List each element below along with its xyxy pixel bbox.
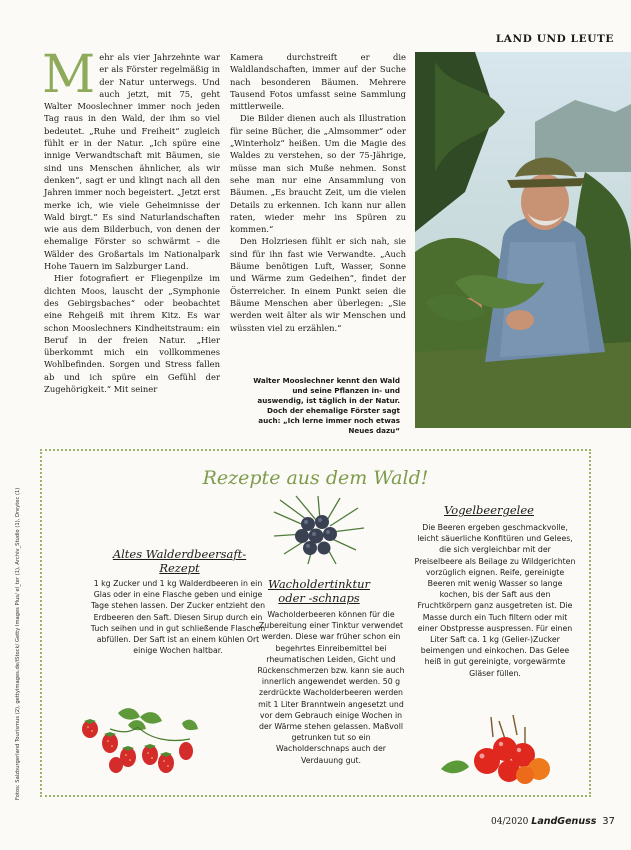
photo-caption: Walter Mooslechner kennt den Wald und seine Pflanzen in- und auswendig, ist täglich in der Natur. Doch der ehemalige Förster sagt auch: „Ich lerne immer noch etwas Neues dazu“ xyxy=(253,376,400,435)
article-column-1 xyxy=(42,45,220,395)
article-paragraph: Kamera durchstreift er die Waldlandschaften, immer auf der Suche nach besonderen Bäumen. Mehrere Tausend Fotos umfasst seine Sammlung mittlerweile. xyxy=(230,52,406,112)
article-paragraph: Den Holzriesen fühlt er sich nah, sie sind für ihn fast wie Verwandte. „Auch Bäume benötigen Luft, Wasser, Sonne und Wärme zum Gedeihen“, findet der Österreicher. In einem Punkt seien die Bäume Menschen aber überlegen: „Sie werden weit älter als wir Menschen und wüssten viel zu erzählen.“ xyxy=(230,236,406,333)
forester-photo xyxy=(415,52,631,428)
juniper-berries-illustration xyxy=(266,492,370,570)
recipe-box xyxy=(40,449,591,797)
article-paragraph: Hier fotografiert er Fliegenpilze im dichten Moos, lauscht der „Symphonie des Gebirgsbaches“ oder beobachtet eine Rehgeiß mit ihrem Kitz. Es war schon Mooslechners Kindheitstraum: ein Beruf in der freien Natur. „Hier überkommt mich ein vollkommenes Wohlbefinden. Sorgen und Stress fallen ab und ich spüre ein Gefühl der Zugehörigkeit.“ Mit seiner xyxy=(44,273,220,395)
article-column-2 xyxy=(230,51,406,334)
strawberries-illustration xyxy=(70,703,212,781)
article-paragraph: Die Bilder dienen auch als Illustration für seine Bücher, die „Almsommer“ oder „Winterholz“ heißen. Um die Magie des Waldes zu verstehen, so der 75-Jährige, müsse man sich Muße nehmen. Sonst sehe man nur eine Ansammlung von Bäumen. „Es braucht Zeit, um die vielen Details zu erkennen. Ich kann nur allen raten, wieder mehr ins Spüren zu kommen.“ xyxy=(230,113,406,235)
drop-cap: M xyxy=(42,45,96,105)
magazine-name: LandGenuss xyxy=(531,816,597,827)
section-label: LAND UND LEUTE xyxy=(495,33,614,45)
recipe-text-rowanberry: Die Beeren ergeben geschmackvolle, leicht säuerliche Konfitüren und Gelees, die sich vergleichbar mit der Preiselbeere als Beilage zu Wildgerichten vorzüglich eignen. Reife, gereinigte Beeren mit wenig Wasser so lange kochen, bis der Saft aus den Fruchtkörpern ganz ausgetreten ist. Die Masse durch ein Tuch filtern oder mit einer Obstpresse auspressen. Für einen Liter Saft ca. 1 kg (Gelier-)Zucker beimengen und einkochen. Das Gelee heiß in gut gereinigte, vorgewärmte Gläser füllen. xyxy=(414,523,576,678)
page-number: 37 xyxy=(602,816,615,827)
article-paragraph: ehr als vier Jahrzehnte war er als Förster regelmäßig in der Natur unterwegs. Und auch jetzt, mit 75, geht Walter Mooslechner immer noch jeden Tag raus in den Wald, der ihm so viel bedeutet. „Ruhe und Freiheit“ zugleich fühlt er in der Natur. „Ich spüre eine innige Verwandtschaft mit Bäumen, sie sind uns Menschen ähnlicher, als wir denken“, sagt er und klingt nach all den Jahren immer noch begeistert. „Jetzt erst merke ich, wie viele Geheimnisse der Wald birgt.“ Es sind Naturlandschaften wie aus dem Bilderbuch, von denen der ehemalige Förster so schwärmt – die Wälder des Großartals im Nationalpark Hohe Tauern im Salzburger Land. xyxy=(44,52,220,272)
recipe-text-juniper: Wacholderbeeren können für die Zubereitung einer Tinktur verwendet werden. Diese war früher schon ein begehrtes Einreibemittel bei rheumatischen Leiden, Gicht und Rückenschmerzen bzw. kann sie auch innerlich angewendet werden. 50 g zerdrückte Wacholderbeeren werden mit 1 Liter Branntwein angesetzt und vor dem Gebrauch einige Wochen in der Wärme stehen gelassen. Maßvoll getrunken tut so ein Wacholderschnaps auch der Verdauung gut. xyxy=(257,610,405,765)
issue-number: 04/2020 xyxy=(491,817,529,827)
rowanberries-illustration xyxy=(437,711,555,787)
photo-credit: Fotos: Salzburgerland Tourismus (2), gettyimages.de/iStock/ Getty Images Plus/ el_ter (1), Archiv_Studio (1), Dreytec (1) xyxy=(15,487,21,800)
recipe-title-rowanberry: Vogelbeergelee xyxy=(444,503,534,517)
recipe-text-strawberry: 1 kg Zucker und 1 kg Walderdbeeren in ein Glas oder in eine Flasche geben und einige Tage stehen lassen. Der Zucker entzieht den Erdbeeren den Saft. Diesen Sirup durch ein Tuch seihen und in gut schließende Flaschen abfüllen. Der Saft ist an einem kühlen Ort einige Wochen haltbar. xyxy=(90,579,266,656)
recipe-heading: Rezepte aus dem Wald! xyxy=(202,467,429,489)
recipe-title-juniper: Wacholdertinktur oder -schnaps xyxy=(268,577,370,605)
recipe-title-strawberry: Altes Walderdbeersaft-Rezept xyxy=(112,547,247,575)
page-footer xyxy=(470,816,615,827)
